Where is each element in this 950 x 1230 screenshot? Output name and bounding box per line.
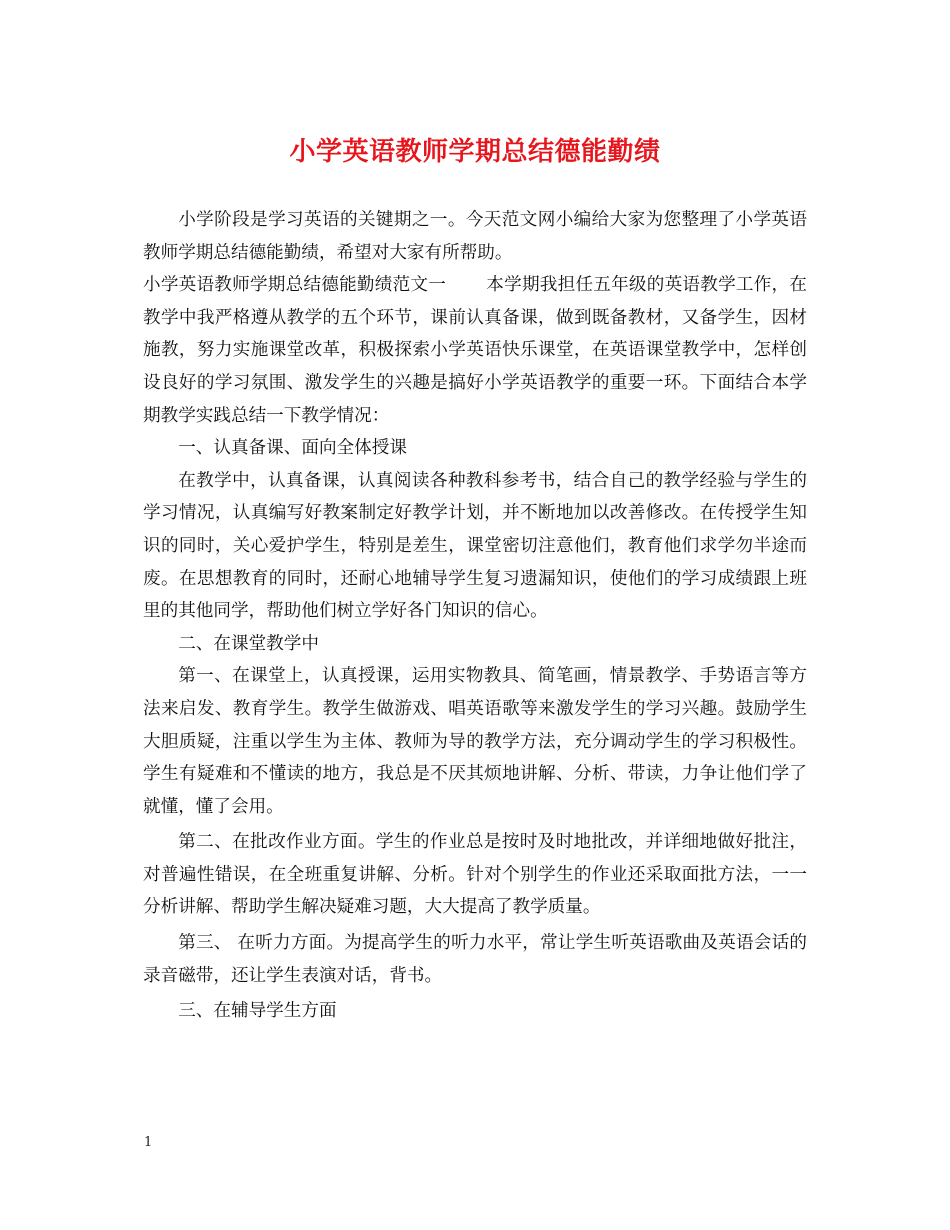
document-body [143,204,807,1028]
section-2-point-3: 第三、 在听力方面。为提高学生的听力水平，常让学生听英语歌曲及英语会话的录音磁带，还让学生表演对话，背书。 [143,933,807,986]
document-title: 小学英语教师学期总结德能勤绩 [289,137,661,167]
opening-paragraph: 本学期我担任五年级的英语教学工作，在教学中我严格遵从教学的五个环节，课前认真备课，做到既备教材，又备学生，因材施教，努力实施课堂改革，积极探索小学英语快乐课堂，在英语课堂教学中，怎样创设良好的学习氛围、激发学生的兴趣是搞好小学英语教学的重要一环。下面结合本学期教学实践总结一下教学情况： [143,275,807,426]
section-heading-1: 一、认真备课、面向全体授课 [178,438,407,459]
section-heading-3: 三、在辅导学生方面 [178,1001,337,1022]
sample-heading: 小学英语教师学期总结德能勤绩范文一 [143,275,447,296]
intro-paragraph: 小学阶段是学习英语的关键期之一。今天范文网小编给大家为您整理了小学英语教师学期总结德能勤绩，希望对大家有所帮助。 [143,210,807,263]
sample-heading-and-opening-paragraph [143,269,807,432]
page-number: 1 [144,1135,153,1150]
section-2-point-1: 第一、在课堂上，认真授课，运用实物教具、简笔画，情景教学、手势语言等方法来启发、教育学生。教学生做游戏、唱英语歌等来激发学生的学习兴趣。鼓励学生大胆质疑，注重以学生为主体、教师为导的教学方法，充分调动学生的学习积极性。学生有疑难和不懂读的地方，我总是不厌其烦地讲解、分析、带读，力争让他们学了就懂，懂了会用。 [143,666,807,817]
section-1-paragraph: 在教学中，认真备课，认真阅读各种教科参考书，结合自己的教学经验与学生的学习情况，认真编写好教案制定好教学计划，并不断地加以改善修改。在传授学生知识的同时，关心爱护学生，特别是差生，课堂密切注意他们，教育他们求学勿半途而废。在思想教育的同时，还耐心地辅导学生复习遗漏知识，使他们的学习成绩跟上班里的其他同学，帮助他们树立学好各门知识的信心。 [143,470,807,622]
section-heading-2: 二、在课堂教学中 [178,633,319,654]
section-2-point-2: 第二、在批改作业方面。学生的作业总是按时及时地批改，并详细地做好批注，对普遍性错误，在全班重复讲解、分析。针对个别学生的作业还采取面批方法，一一分析讲解、帮助学生解决疑难习题，大大提高了教学质量。 [143,832,807,918]
